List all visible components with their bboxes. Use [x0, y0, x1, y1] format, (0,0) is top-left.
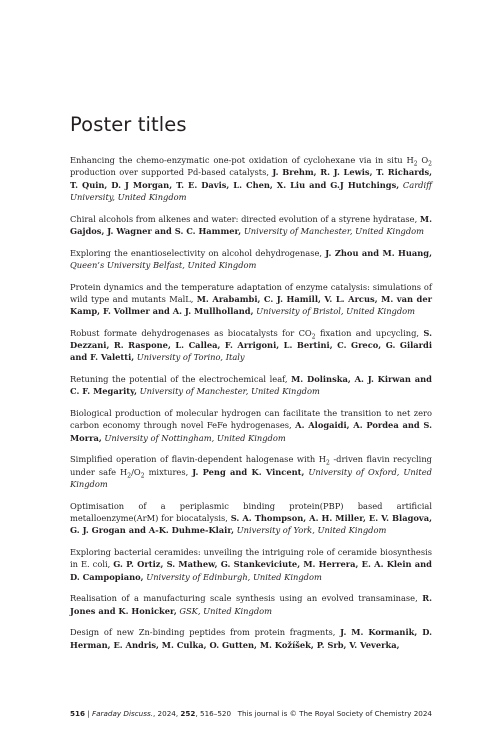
poster-authors: R. Jones and K. Honicker, — [70, 593, 432, 616]
poster-title: Chiral alcohols from alkenes and water: directed evolution of a styrene hydratase, — [70, 213, 420, 224]
footer-separator: | — [85, 709, 93, 718]
poster-authors: S. A. Thompson, A. H. Miller, E. V. Blagova, G. J. Grogan and A-K. Duhme-Klair, — [70, 512, 432, 536]
poster-affiliation: University of Manchester, United Kingdom — [139, 386, 320, 397]
poster-authors: A. Alogaidi, A. Pordea and S. Morra, — [70, 420, 432, 443]
poster-entry — [70, 592, 432, 617]
poster-affiliation: University of York, United Kingdom — [236, 525, 387, 536]
poster-authors: M. Arabambi, C. J. Hamill, V. L. Arcus, M. van der Kamp, F. Vollmer and A. J. Mullholland, — [70, 293, 432, 317]
journal-year: , 2024, — [152, 709, 181, 718]
poster-affiliation: University of Edinburgh, United Kingdom — [146, 571, 322, 582]
poster-affiliation: Cardiff University, United Kingdom — [70, 179, 433, 202]
poster-authors: M. Gajdos, J. Wagner and S. C. Hammer, — [70, 213, 432, 236]
poster-affiliation: University of Nottingham, United Kingdom — [104, 432, 286, 443]
poster-entry — [70, 154, 432, 203]
page-heading: Poster titles — [70, 113, 187, 136]
poster-authors: J. Peng and K. Vincent, — [192, 466, 305, 477]
journal-pages: , 516–520 — [195, 709, 232, 718]
poster-authors: J. Brehm, R. J. Lewis, T. Richards, T. Quin, D. J Morgan, T. E. Davis, L. Chen, X. Liu and G.J Hutchings, — [70, 167, 433, 190]
poster-title: Protein dynamics and the temperature adaptation of enzyme catalysis: simulations of wild type and mutants MalL, — [70, 281, 432, 304]
journal-volume: 252 — [180, 709, 196, 718]
poster-title: Retuning the potential of the electrochemical leaf, — [70, 374, 292, 385]
poster-title: Biological production of molecular hydrogen can facilitate the transition to net zero carbon economy through novel FeFe hydrogenases, — [70, 408, 432, 431]
poster-title: Simplified operation of flavin-dependent halogenase with $H_2$ -driven flavin recycling under safe $H_2/O_2$ mixtures, — [70, 454, 432, 480]
poster-authors: J. Zhou and M. Huang, — [325, 247, 432, 258]
poster-affiliation: Queen’s University Belfast, United Kingdom — [70, 259, 257, 270]
poster-affiliation: University of Oxford, United Kingdom — [70, 466, 432, 489]
poster-title: Realisation of a manufacturing scale synthesis using an evolved transaminase, — [70, 593, 423, 604]
poster-entry — [70, 373, 432, 398]
poster-entry — [70, 213, 432, 238]
poster-title: Optimisation of a periplasmic binding protein(PBP) based artificial metalloenzyme(ArM) for biocatalysis, — [70, 500, 432, 523]
poster-entry — [70, 281, 432, 318]
poster-title: Enhancing the chemo-enzymatic one-pot oxidation of cyclohexane via in situ $H_2$ $O_2$ production over supported Pd-based catalysts, — [70, 155, 432, 178]
poster-entry — [70, 327, 432, 364]
poster-authors: G. P. Ortiz, S. Mathew, G. Stankeviciute, M. Herrera, E. A. Klein and D. Campopiano, — [70, 559, 432, 582]
poster-authors: S. Dezzani, R. Raspone, L. Callea, F. Arrigoni, L. Bertini, C. Greco, G. Gilardi and F. Valetti, — [70, 327, 432, 363]
poster-entry — [70, 453, 432, 490]
poster-authors: M. Dolinska, A. J. Kirwan and C. F. Megarity, — [70, 374, 432, 397]
journal-name: Faraday Discuss. — [92, 709, 153, 718]
poster-title: Exploring bacterial ceramides: unveiling the intriguing role of ceramide biosynthesis in E. coli, — [70, 546, 432, 570]
poster-entry — [70, 247, 432, 272]
poster-affiliation: GSK, United Kingdom — [179, 605, 273, 616]
poster-entry — [70, 546, 432, 583]
poster-entry — [70, 407, 432, 444]
poster-title: Robust formate dehydrogenases as biocatalysts for $CO_2$ fixation and upcycling, — [70, 327, 424, 341]
poster-entry — [70, 626, 432, 651]
page-number: 516 — [70, 709, 86, 718]
poster-entry — [70, 500, 432, 537]
poster-affiliation: University of Torino, Italy — [136, 352, 245, 363]
footer-citation — [70, 709, 231, 718]
poster-authors: J. M. Kormanik, D. Herman, E. Andris, M. Culka, O. Gutten, M. Kožíšek, P. Srb, V. Veverka, — [70, 627, 433, 650]
poster-title: Exploring the enantioselectivity on alcohol dehydrogenase, — [70, 247, 326, 258]
poster-affiliation: University of Bristol, United Kingdom — [256, 306, 416, 317]
copyright-notice: This journal is © The Royal Society of Chemistry 2024 — [237, 709, 432, 718]
poster-list — [70, 154, 432, 660]
poster-title: Design of new Zn-binding peptides from protein fragments, — [70, 627, 341, 638]
poster-affiliation: University of Manchester, United Kingdom — [243, 225, 425, 236]
